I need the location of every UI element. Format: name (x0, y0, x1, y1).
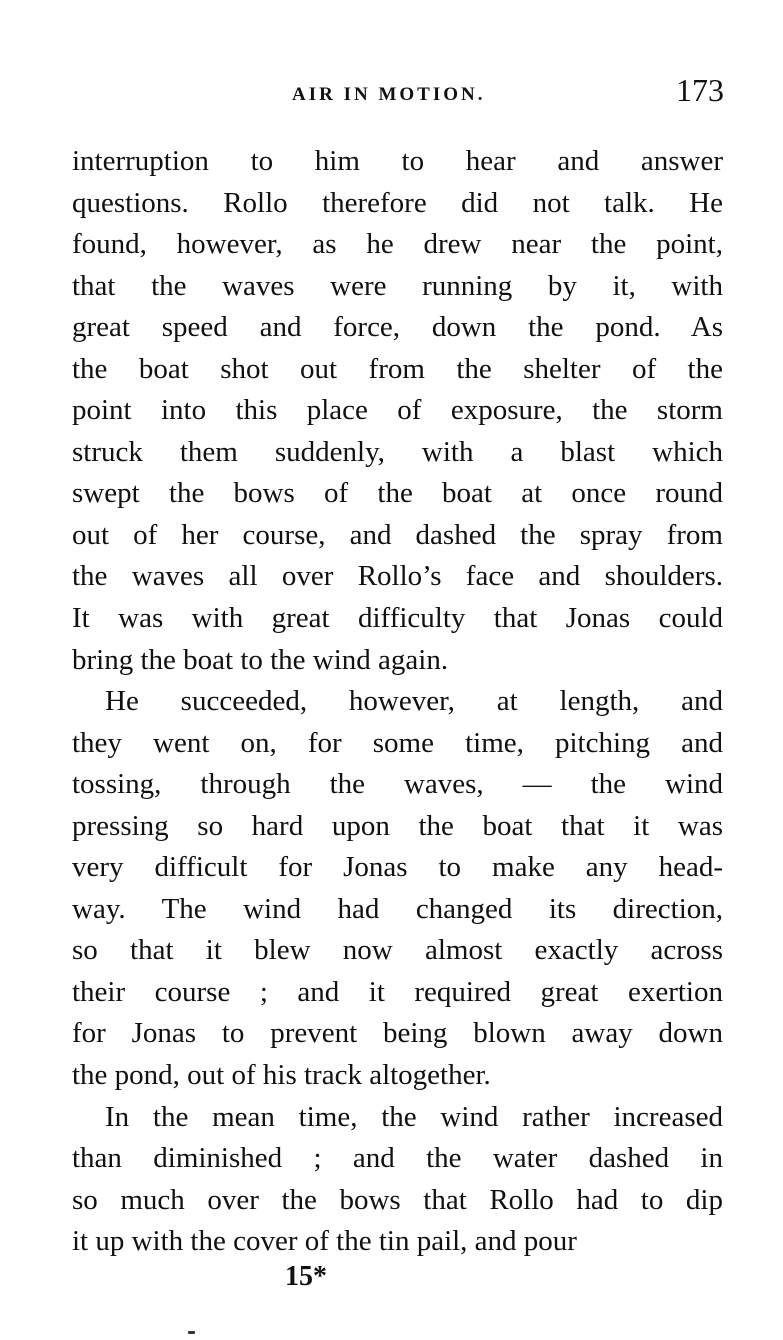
text-line: He succeeded, however, at length, and (105, 685, 723, 718)
paragraph (72, 141, 723, 681)
text-line: In the mean time, the wind rather increased (105, 1100, 723, 1133)
text-line: that the waves were running by it, with (72, 269, 723, 302)
text-line: so much over the bows that Rollo had to dip (72, 1183, 723, 1216)
text-line: the boat shot out from the shelter of the (72, 352, 723, 385)
text-line: the pond, out of his track altogether. (72, 1059, 491, 1092)
text-line: out of her course, and dashed the spray from (72, 518, 723, 551)
text-line: their course ; and it required great exertion (72, 975, 723, 1008)
paragraph (72, 681, 723, 1096)
running-title: AIR IN MOTION. (292, 84, 486, 105)
paragraph (72, 1097, 723, 1263)
text-line: for Jonas to prevent being blown away down (72, 1017, 723, 1050)
page-number: 173 (676, 72, 724, 108)
body-text (72, 141, 723, 1263)
text-line: very difficult for Jonas to make any head- (72, 851, 723, 884)
text-line: so that it blew now almost exactly across (72, 934, 723, 967)
text-line: point into this place of exposure, the storm (72, 394, 723, 427)
text-line: pressing so hard upon the boat that it was (72, 809, 723, 842)
text-line: tossing, through the waves, — the wind (72, 768, 723, 801)
signature-mark: 15* (285, 1261, 327, 1292)
text-line: way. The wind had changed its direction, (72, 892, 723, 925)
ink-speck (188, 1331, 195, 1334)
text-line: interruption to him to hear and answer (72, 145, 723, 177)
text-line: than diminished ; and the water dashed in (72, 1142, 723, 1175)
text-line: bring the boat to the wind again. (72, 643, 449, 676)
text-line: great speed and force, down the pond. As (72, 311, 723, 344)
text-line: struck them suddenly, with a blast which (72, 435, 723, 468)
text-line: the waves all over Rollo’s face and shoulders. (72, 560, 723, 593)
text-line: they went on, for some time, pitching and (72, 726, 723, 759)
running-head (72, 70, 724, 114)
text-line: it up with the cover of the tin pail, and pour (72, 1225, 577, 1258)
text-line: questions. Rollo therefore did not talk. He (72, 186, 723, 219)
text-line: It was with great difficulty that Jonas could (72, 602, 723, 635)
text-line: swept the bows of the boat at once round (72, 477, 723, 510)
text-line: found, however, as he drew near the point, (72, 228, 723, 261)
